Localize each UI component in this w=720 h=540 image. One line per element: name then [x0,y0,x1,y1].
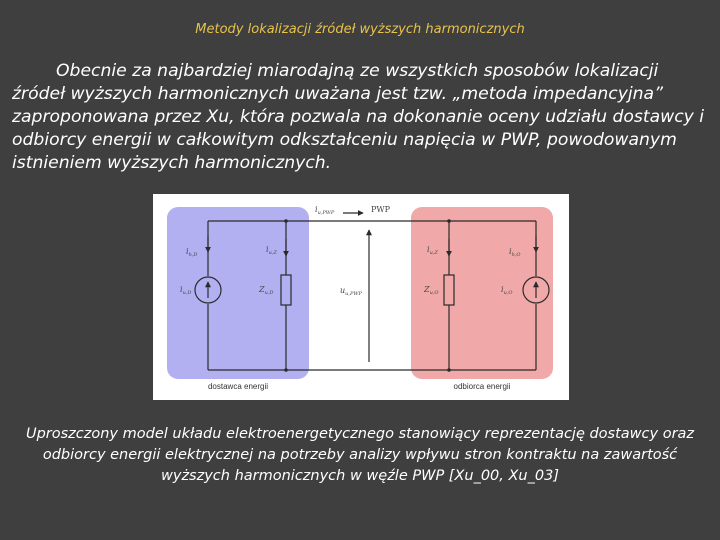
label-u-pwp: $u_{u,PWP}$ [340,286,362,297]
label-z-customer: $Z_{u,O}$ [424,285,439,296]
label-customer: odbiorca energii [453,382,511,391]
slide-title: Metody lokalizacji źródeł wyższych harmonicznych [195,22,525,37]
body-paragraph: Obecnie za najbardziej miarodajną ze wszystkich sposobów lokalizacji źródeł wyższych harmonicznych uważana jest tzw. „metoda impedancyjna” zaproponowana przez Xu, która pozwala na dokonanie oceny udziału dostawcy i odbiorcy energii w całkowitym odkształceniu napięcia w PWP, powodowanym istnieniem wyższych harmonicznych. [12,61,705,173]
circuit-diagram [153,194,569,400]
label-i-pwp: $i_{u,PWP}$ [315,205,335,216]
figure-caption: Uproszczony model układu elektroenergetycznego stanowiący reprezentację dostawcy oraz odbiorcy energii elektrycznej na potrzeby analizy wpływu stron kontraktu na zawartość wyższych harmonicznych w węźle PWP [Xu_00, Xu_03] [25,426,695,484]
circuit-svg [153,194,569,400]
label-i-customer: $i_{u,O}$ [501,285,513,296]
label-supplier: dostawca energii [207,382,269,391]
label-i-supplier: $i_{u,D}$ [180,285,192,296]
label-i-h-customer: $i_{h,O}$ [509,247,521,258]
label-pwp: PWP [371,205,390,214]
label-z-supplier: $Z_{u,D}$ [259,285,274,296]
label-i-z-customer: $i_{u,Z}$ [427,245,438,256]
label-i-z-supplier: $i_{u,Z}$ [266,245,277,256]
label-i-h-supplier: $i_{h,D}$ [186,247,198,258]
